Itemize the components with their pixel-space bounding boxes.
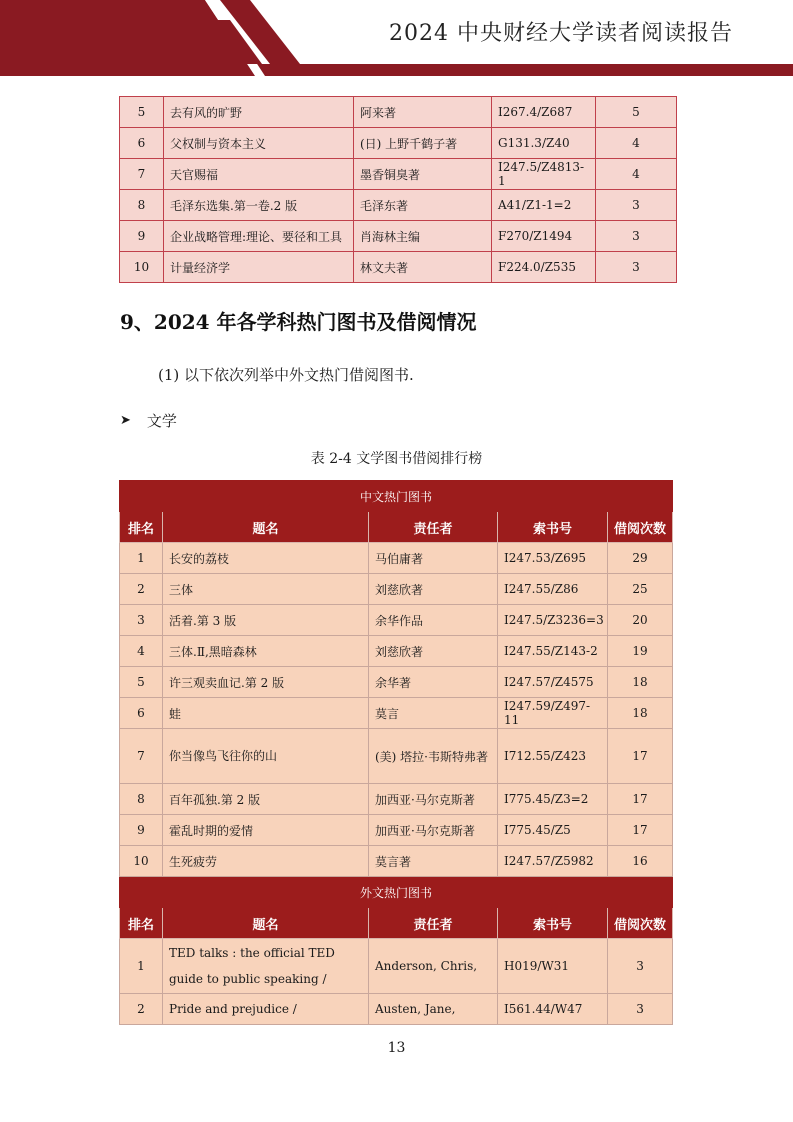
rank-cell: 5 xyxy=(120,97,164,128)
title-cell: 活着.第 3 版 xyxy=(163,605,369,636)
author-cell: 余华作品 xyxy=(369,605,498,636)
rank-cell: 7 xyxy=(120,159,164,190)
title-cell: 生死疲劳 xyxy=(163,846,369,877)
rank-cell: 2 xyxy=(120,574,163,605)
bullet-item xyxy=(120,410,177,431)
call-number-cell: G131.3/Z40 xyxy=(492,128,596,159)
count-cell: 3 xyxy=(596,190,677,221)
call-number-cell: I247.59/Z497-11 xyxy=(498,698,608,729)
author-cell: 阿来著 xyxy=(354,97,492,128)
title-cell: 父权制与资本主义 xyxy=(164,128,354,159)
table-row xyxy=(120,698,673,729)
call-number-cell: F270/Z1494 xyxy=(492,221,596,252)
table-row xyxy=(120,784,673,815)
author-cell: 刘慈欣著 xyxy=(369,574,498,605)
rank-cell: 3 xyxy=(120,605,163,636)
count-cell: 3 xyxy=(596,221,677,252)
column-header: 题名 xyxy=(163,512,369,543)
author-cell: 加西亚·马尔克斯著 xyxy=(369,784,498,815)
rank-cell: 4 xyxy=(120,636,163,667)
rank-cell: 7 xyxy=(120,729,163,784)
table-row xyxy=(120,190,677,221)
call-number-cell: F224.0/Z535 xyxy=(492,252,596,283)
title-cell: 去有风的旷野 xyxy=(164,97,354,128)
call-number-cell: A41/Z1-1=2 xyxy=(492,190,596,221)
table-row xyxy=(120,815,673,846)
rank-cell: 8 xyxy=(120,784,163,815)
rank-cell: 10 xyxy=(120,846,163,877)
call-number-cell: I561.44/W47 xyxy=(498,994,608,1025)
rank-cell: 6 xyxy=(120,698,163,729)
author-cell: 莫言著 xyxy=(369,846,498,877)
count-cell: 18 xyxy=(608,667,673,698)
rank-cell: 9 xyxy=(120,815,163,846)
count-cell: 29 xyxy=(608,543,673,574)
rank-cell: 10 xyxy=(120,252,164,283)
foreign-books-band-label: 外文热门图书 xyxy=(120,877,673,908)
table-row xyxy=(120,636,673,667)
title-cell: 三体 xyxy=(163,574,369,605)
author-cell: 加西亚·马尔克斯著 xyxy=(369,815,498,846)
header-title: 2024 中央财经大学读者阅读报告 xyxy=(389,21,733,46)
author-cell: Anderson, Chris, xyxy=(369,939,498,994)
chinese-books-band xyxy=(120,481,673,512)
table-row xyxy=(120,605,673,636)
title-cell: 蛙 xyxy=(163,698,369,729)
call-number-cell: I267.4/Z687 xyxy=(492,97,596,128)
literature-ranking-table xyxy=(119,480,673,1025)
title-cell: 百年孤独.第 2 版 xyxy=(163,784,369,815)
count-cell: 17 xyxy=(608,784,673,815)
table-row xyxy=(120,846,673,877)
author-cell: 莫言 xyxy=(369,698,498,729)
table-row xyxy=(120,994,673,1025)
author-cell: 毛泽东著 xyxy=(354,190,492,221)
table-row xyxy=(120,97,677,128)
table-row xyxy=(120,667,673,698)
author-cell: 墨香铜臭著 xyxy=(354,159,492,190)
count-cell: 3 xyxy=(608,994,673,1025)
table-row xyxy=(120,939,673,994)
call-number-cell: I712.55/Z423 xyxy=(498,729,608,784)
table-caption: 表 2-4 文学图书借阅排行榜 xyxy=(310,451,483,467)
column-header: 排名 xyxy=(120,908,163,939)
count-cell: 18 xyxy=(608,698,673,729)
title-cell: 天官赐福 xyxy=(164,159,354,190)
table-row xyxy=(120,252,677,283)
intro-paragraph: (1) 以下依次列举中外文热门借阅图书. xyxy=(158,366,414,384)
call-number-cell: I247.55/Z143-2 xyxy=(498,636,608,667)
author-cell: Austen, Jane, xyxy=(369,994,498,1025)
count-cell: 25 xyxy=(608,574,673,605)
column-header: 借阅次数 xyxy=(608,908,673,939)
header-row xyxy=(120,908,673,939)
author-cell: 林文夫著 xyxy=(354,252,492,283)
arrow-bullet-icon: ➤ xyxy=(120,413,131,428)
table-row xyxy=(120,543,673,574)
title-cell: 三体.Ⅱ,黑暗森林 xyxy=(163,636,369,667)
top-table xyxy=(119,96,677,283)
count-cell: 4 xyxy=(596,159,677,190)
title-cell: 你当像鸟飞往你的山 xyxy=(163,729,369,784)
foreign-books-band xyxy=(120,877,673,908)
rank-cell: 1 xyxy=(120,543,163,574)
count-cell: 19 xyxy=(608,636,673,667)
rank-cell: 8 xyxy=(120,190,164,221)
call-number-cell: I775.45/Z3=2 xyxy=(498,784,608,815)
call-number-cell: I775.45/Z5 xyxy=(498,815,608,846)
call-number-cell: H019/W31 xyxy=(498,939,608,994)
author-cell: (日) 上野千鹤子著 xyxy=(354,128,492,159)
count-cell: 17 xyxy=(608,815,673,846)
title-cell: 许三观卖血记.第 2 版 xyxy=(163,667,369,698)
title-cell: Pride and prejudice / xyxy=(163,994,369,1025)
title-cell: 长安的荔枝 xyxy=(163,543,369,574)
author-cell: 余华著 xyxy=(369,667,498,698)
table-row xyxy=(120,159,677,190)
author-cell: 马伯庸著 xyxy=(369,543,498,574)
call-number-cell: I247.5/Z3236=3 xyxy=(498,605,608,636)
count-cell: 3 xyxy=(596,252,677,283)
page-header xyxy=(0,0,793,80)
header-row xyxy=(120,512,673,543)
column-header: 索书号 xyxy=(498,512,608,543)
title-cell: TED talks : the official TED guide to public speaking / xyxy=(163,939,369,994)
section-heading: 9、2024 年各学科热门图书及借阅情况 xyxy=(120,310,477,334)
count-cell: 5 xyxy=(596,97,677,128)
column-header: 责任者 xyxy=(369,908,498,939)
rank-cell: 6 xyxy=(120,128,164,159)
author-cell: 刘慈欣著 xyxy=(369,636,498,667)
table-row xyxy=(120,221,677,252)
title-cell: 毛泽东选集.第一卷.2 版 xyxy=(164,190,354,221)
call-number-cell: I247.5/Z4813-1 xyxy=(492,159,596,190)
chinese-books-band-label: 中文热门图书 xyxy=(120,481,673,512)
count-cell: 17 xyxy=(608,729,673,784)
column-header: 借阅次数 xyxy=(608,512,673,543)
call-number-cell: I247.53/Z695 xyxy=(498,543,608,574)
column-header: 责任者 xyxy=(369,512,498,543)
rank-cell: 1 xyxy=(120,939,163,994)
count-cell: 20 xyxy=(608,605,673,636)
bullet-label: 文学 xyxy=(146,412,177,430)
column-header: 索书号 xyxy=(498,908,608,939)
author-cell: (美) 塔拉·韦斯特弗著 xyxy=(369,729,498,784)
rank-cell: 9 xyxy=(120,221,164,252)
title-cell: 计量经济学 xyxy=(164,252,354,283)
call-number-cell: I247.57/Z4575 xyxy=(498,667,608,698)
table-row xyxy=(120,128,677,159)
page-number: 13 xyxy=(387,1040,406,1056)
call-number-cell: I247.55/Z86 xyxy=(498,574,608,605)
title-cell: 霍乱时期的爱情 xyxy=(163,815,369,846)
column-header: 排名 xyxy=(120,512,163,543)
author-cell: 肖海林主编 xyxy=(354,221,492,252)
table-row xyxy=(120,729,673,784)
column-header: 题名 xyxy=(163,908,369,939)
title-cell: 企业战略管理:理论、要径和工具 xyxy=(164,221,354,252)
table-row xyxy=(120,574,673,605)
count-cell: 16 xyxy=(608,846,673,877)
call-number-cell: I247.57/Z5982 xyxy=(498,846,608,877)
count-cell: 4 xyxy=(596,128,677,159)
count-cell: 3 xyxy=(608,939,673,994)
rank-cell: 2 xyxy=(120,994,163,1025)
rank-cell: 5 xyxy=(120,667,163,698)
